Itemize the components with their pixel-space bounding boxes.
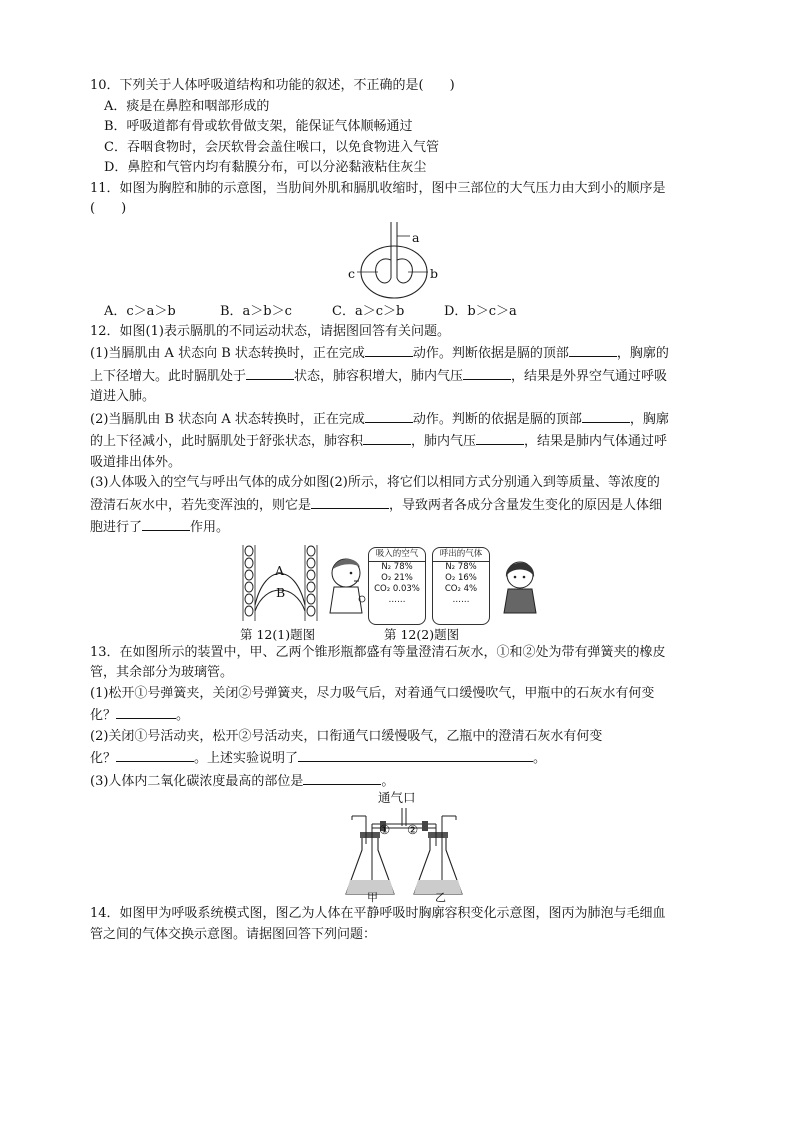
question-12-part1-line1 (90, 342, 710, 365)
inhaled-n2: N₂ 78% (381, 561, 413, 572)
figure-label-B: B (276, 584, 286, 600)
clamp-1-label: ① (379, 822, 391, 837)
inlet-label: 通气口 (378, 790, 416, 805)
flask-jia-label: 甲 (367, 891, 378, 904)
question-12 (90, 322, 710, 643)
question-12-part1-line3: 道进入肺。 (90, 389, 156, 404)
question-14-line2: 管之间的气体交换示意图。请据图回答下列问题： (90, 926, 377, 942)
exhaled-co2: CO₂ 4% (444, 583, 478, 594)
text: 的上下径减小，此时膈肌处于舒张状态，肺容积 (90, 434, 364, 449)
text: 澄清石灰水中，若先变浑浊的，则它是 (90, 497, 312, 513)
text: (2)当膈肌由 B 状态向 A 状态转换时，正在完成 (90, 411, 365, 427)
question-13 (90, 643, 710, 905)
flask-apparatus-figure (90, 792, 710, 904)
figure-label-A: A (275, 562, 285, 578)
text: (3)人体内二氧化碳浓度最高的部位是 (90, 773, 304, 789)
question-11-option-a: A．c＞a＞b (104, 303, 176, 319)
answer-blank[interactable] (116, 704, 176, 719)
question-12-figures (90, 539, 710, 643)
exhaled-o2: O₂ 16% (445, 572, 477, 583)
question-13-stem-line1: 13．在如图所示的装置中，甲、乙两个锥形瓶都盛有等量澄清石灰水，①和②处为带有弹簧夹的橡皮 (90, 644, 666, 660)
question-10-option-d: D．鼻腔和气管内均有黏膜分布，可以分泌黏液粘住灰尘 (104, 160, 427, 175)
text: 动作。判断依据是膈的顶部 (412, 346, 569, 361)
text: 。 (381, 773, 395, 789)
thorax-lung-diagram (348, 222, 458, 302)
exhaled-n2: N₂ 78% (445, 561, 477, 572)
question-11-option-b: B．a＞b＞c (220, 303, 292, 319)
question-13-part1-line2 (90, 704, 710, 727)
question-12-part2-line1 (90, 408, 710, 431)
question-11-options (90, 302, 710, 322)
text: 。 (176, 708, 190, 723)
question-13-part1-line1: (1)松开①号弹簧夹，关闭②号弹簧夹，尽力吸气后，对着通气口缓慢吹气，甲瓶中的石灰水有何变 (90, 685, 655, 701)
answer-blank[interactable] (116, 747, 194, 762)
flask-yi-label: 乙 (435, 891, 446, 904)
figure-12-2-caption: 第 12(2)题图 (384, 626, 460, 642)
text: 动作。判断的依据是膈的顶部 (412, 411, 582, 427)
text: ，肺内气压 (411, 434, 477, 449)
text: 上下径增大。此时膈肌处于 (90, 368, 247, 384)
text: ，胸廓的 (616, 346, 669, 361)
answer-blank[interactable] (363, 430, 411, 445)
question-12-part1-line2 (90, 365, 710, 388)
text: 化？ (90, 751, 117, 766)
answer-blank[interactable] (365, 408, 413, 423)
figure-label-c: c (348, 265, 356, 281)
inhaled-more: …… (388, 594, 406, 605)
text: ，胸廓 (629, 411, 669, 427)
worksheet-page (90, 76, 710, 945)
figure-12-1-caption: 第 12(1)题图 (240, 626, 316, 642)
question-11-paren: ( ) (90, 201, 127, 216)
answer-blank[interactable] (298, 747, 533, 762)
exhaled-more: …… (452, 594, 470, 605)
answer-blank[interactable] (463, 365, 511, 380)
answer-blank[interactable] (569, 342, 617, 357)
answer-blank[interactable] (476, 430, 524, 445)
text: 化？ (90, 708, 117, 723)
question-13-stem-line2: 管，其余部分为玻璃管。 (90, 665, 234, 680)
answer-blank[interactable] (246, 365, 294, 380)
answer-blank[interactable] (582, 408, 630, 423)
question-11 (90, 179, 710, 322)
answer-blank[interactable] (142, 516, 190, 531)
question-11-option-d: D．b＞c＞a (444, 303, 517, 319)
flask-apparatus-diagram (342, 806, 468, 902)
question-10-option-b: B．呼吸道都有骨或软骨做支架，能保证气体顺畅通过 (104, 119, 413, 134)
question-12-part2-line2 (90, 430, 710, 453)
text: 。上述实验说明了 (194, 751, 299, 766)
text: ，结果是外界空气通过呼吸 (511, 368, 668, 384)
question-12-part2-line3: 吸道排出体外。 (90, 454, 182, 470)
inhaled-air-box (368, 547, 426, 625)
exhaling-person-illustration (502, 555, 538, 615)
thorax-lung-figure (90, 220, 710, 302)
exhaled-gas-box (432, 547, 490, 625)
question-12-part3-line1: (3)人体吸入的空气与呼出气体的成分如图(2)所示，将它们以相同方式分别通入到等质量、等浓度的 (90, 475, 660, 490)
question-14 (90, 904, 710, 945)
text: 胞进行了 (90, 520, 143, 535)
inhaling-person-illustration (328, 553, 368, 615)
inhaled-co2: CO₂ 0.03% (374, 583, 420, 594)
text: 状态，肺容积增大，肺内气压 (294, 368, 464, 384)
question-10-option-c: C．吞咽食物时，会厌软骨会盖住喉口，以免食物进入气管 (104, 139, 439, 155)
question-12-stem: 12．如图(1)表示膈肌的不同运动状态，请据图回答有关问题。 (90, 323, 450, 339)
question-10 (90, 76, 710, 179)
question-12-part3-line3 (90, 516, 710, 539)
text: 。 (533, 751, 547, 766)
question-12-part3-line2 (90, 494, 710, 517)
text: ，导致两者各成分含量发生变化的原因是人体细 (389, 497, 663, 513)
exhaled-gas-title: 呼出的气体 (433, 548, 489, 562)
answer-blank[interactable] (365, 342, 413, 357)
question-11-stem: 11．如图为胸腔和肺的示意图，当肋间外肌和膈肌收缩时，图中三部位的大气压力由大到小的顺序是 (90, 180, 666, 196)
text: 作用。 (190, 520, 230, 535)
answer-blank[interactable] (311, 494, 389, 509)
answer-blank[interactable] (303, 770, 381, 785)
inhaled-air-title: 吸入的空气 (369, 548, 425, 562)
question-10-option-a: A．痰是在鼻腔和咽部形成的 (104, 98, 270, 114)
question-11-option-c: C．a＞c＞b (332, 303, 405, 319)
clamp-2-label: ② (407, 822, 419, 837)
figure-label-a: a (412, 229, 420, 245)
text: (1)当膈肌由 A 状态向 B 状态转换时，正在完成 (90, 346, 365, 361)
question-10-stem: 10．下列关于人体呼吸道结构和功能的叙述，不正确的是( ) (90, 78, 455, 93)
question-13-part2-line2 (90, 747, 710, 770)
text: ，结果是肺内气体通过呼 (524, 434, 668, 449)
question-13-part2-line1: (2)关闭①号活动夹，松开②号活动夹，口衔通气口缓慢吸气，乙瓶中的澄清石灰水有何变 (90, 728, 603, 744)
figure-label-b: b (430, 265, 439, 281)
question-14-line1: 14．如图甲为呼吸系统模式图，图乙为人体在平静呼吸时胸廓容积变化示意图，图丙为肺泡与毛细血 (90, 906, 666, 921)
inhaled-o2: O₂ 21% (381, 572, 413, 583)
